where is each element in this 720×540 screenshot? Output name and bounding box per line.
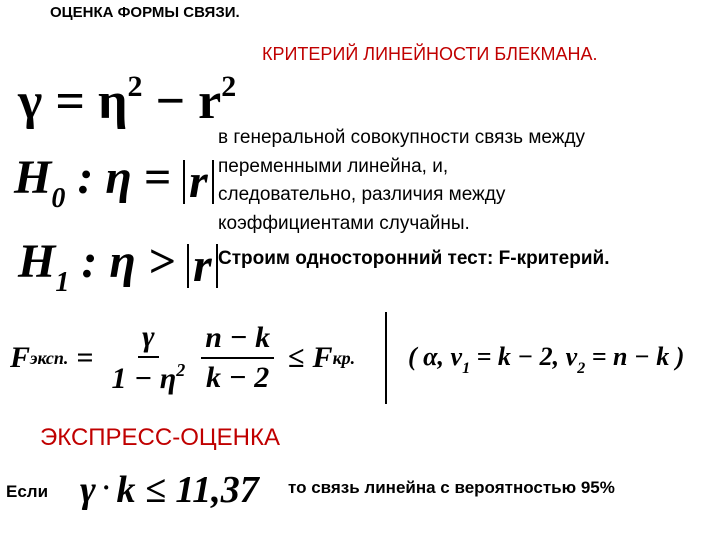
f-subscript: эксп. [30, 347, 69, 368]
df-open: ( α, ν [408, 342, 463, 371]
inequality-rest: k ≤ 11,37 [116, 469, 259, 511]
h1-relation: : η > [81, 235, 176, 288]
h0-relation: : η = [77, 151, 172, 204]
denominator-text: 1 − η [111, 362, 177, 395]
fraction-gamma [108, 320, 190, 396]
fraction-nk [201, 321, 274, 395]
express-inequality [80, 468, 259, 512]
h0-letter: H [14, 151, 52, 204]
df-mid: = k − 2, ν [470, 342, 578, 371]
gamma-symbol: γ [18, 73, 43, 130]
h1-subscript: 1 [55, 267, 70, 298]
if-label: Если [6, 482, 49, 501]
df-close: = n − k ) [585, 342, 685, 371]
fraction-numerator: γ [138, 320, 158, 358]
gamma-formula [18, 70, 236, 131]
h0-subscript: 0 [51, 183, 66, 214]
description-line: следовательно, различия между [218, 184, 506, 205]
fraction-numerator: n − k [201, 321, 274, 359]
denominator-exponent: 2 [176, 360, 186, 380]
hypothesis-h1 [18, 234, 218, 299]
description-line: коэффициентами случайны. [218, 212, 470, 234]
r-symbol: r [198, 73, 222, 130]
criterion-title: КРИТЕРИЙ ЛИНЕЙНОСТИ БЛЕКМАНА. [262, 44, 598, 64]
minus-sign: − [155, 73, 186, 130]
f-test-formula [10, 318, 355, 398]
eta-symbol: η [97, 73, 128, 130]
h0-abs-r: r [183, 160, 214, 204]
equals-sign: = [55, 73, 85, 130]
fraction-denominator [108, 358, 190, 396]
express-title: ЭКСПРЕСС-ОЦЕНКА [40, 424, 280, 451]
degrees-of-freedom [408, 342, 684, 378]
less-equal-sign: ≤ [288, 341, 305, 374]
description-line: в генеральной совокупности связь между [218, 127, 586, 148]
vertical-divider [385, 312, 387, 404]
nu1-subscript: 1 [462, 360, 471, 377]
f-symbol: F [10, 341, 31, 374]
nu2-subscript: 2 [577, 360, 586, 377]
slide-title: ОЦЕНКА ФОРМЫ СВЯЗИ. [50, 4, 240, 21]
fraction-denominator: k − 2 [206, 361, 270, 394]
equals-sign: = [76, 341, 94, 374]
eta-exponent: 2 [127, 70, 143, 103]
description-line: переменными линейна, и, [218, 155, 449, 177]
h1-letter: H [18, 235, 56, 288]
f-critical-symbol: F [312, 341, 333, 374]
test-description: Строим односторонний тест: F-критерий. [218, 248, 610, 269]
f-critical-subscript: кр. [332, 347, 356, 368]
h0-description [218, 124, 585, 238]
gamma-symbol: γ [80, 469, 96, 511]
multiply-dot: · [101, 473, 111, 502]
express-conclusion: то связь линейна с вероятностью 95% [288, 478, 615, 497]
h1-abs-r: r [187, 244, 218, 288]
hypothesis-h0 [14, 150, 214, 215]
r-exponent: 2 [221, 70, 237, 103]
